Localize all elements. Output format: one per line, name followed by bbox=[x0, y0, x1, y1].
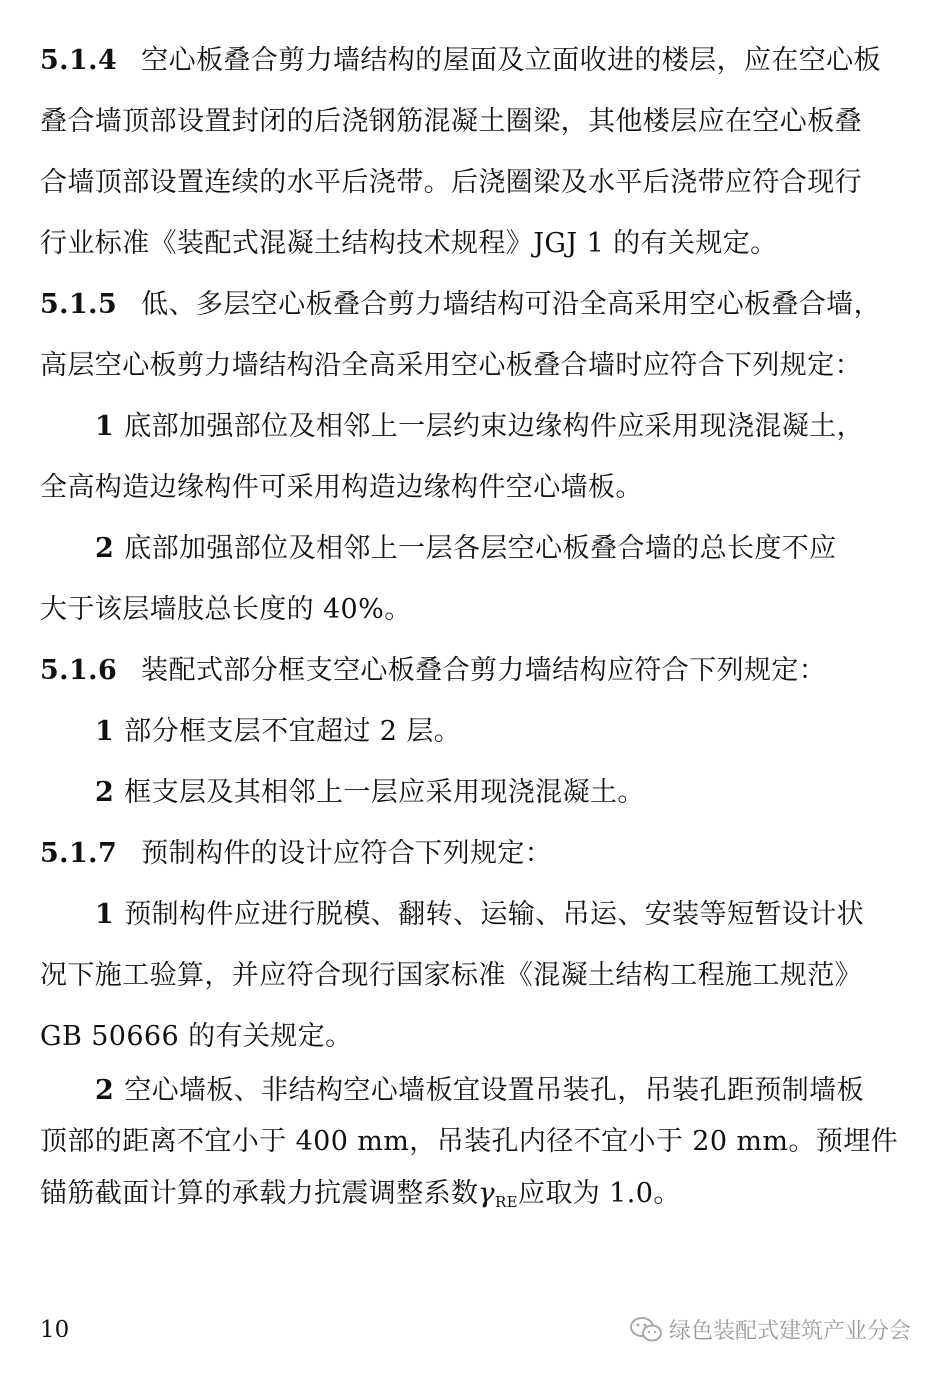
item-5-1-7-1-line-2 bbox=[40, 959, 901, 993]
gamma-re-symbol bbox=[478, 1178, 518, 1209]
item-number: 1 bbox=[95, 411, 115, 442]
paragraph-5-1-4-line-3 bbox=[40, 166, 901, 200]
gamma-symbol: γ bbox=[478, 1178, 495, 1209]
item-number: 2 bbox=[95, 777, 115, 808]
clause-number: 5.1.6 bbox=[40, 655, 118, 686]
paragraph-5-1-4-line-2 bbox=[40, 105, 901, 139]
clause-text: 高层空心板剪力墙结构沿全高采用空心板叠合墙时应符合下列规定： bbox=[40, 350, 862, 381]
item-text: 大于该层墙肢总长度的 40%。 bbox=[40, 594, 412, 625]
item-5-1-7-1-line-3 bbox=[40, 1020, 901, 1054]
item-5-1-6-2 bbox=[95, 776, 901, 810]
gamma-subscript: RE bbox=[494, 1193, 518, 1211]
item-text: 空心墙板、非结构空心墙板宜设置吊装孔，吊装孔距预制墙板 bbox=[124, 1075, 864, 1106]
item-number: 1 bbox=[95, 716, 115, 747]
item-text: 顶部的距离不宜小于 400 mm，吊装孔内径不宜小于 20 mm。预埋件 bbox=[40, 1126, 899, 1157]
item-5-1-7-1-line-1 bbox=[95, 898, 901, 932]
clause-text: 空心板叠合剪力墙结构的屋面及立面收进的楼层，应在空心板 bbox=[141, 45, 881, 76]
paragraph-5-1-5-line-1 bbox=[40, 288, 901, 322]
clause-text: 装配式部分框支空心板叠合剪力墙结构应符合下列规定： bbox=[141, 655, 827, 686]
item-5-1-5-1-line-1 bbox=[95, 410, 901, 444]
item-5-1-6-1 bbox=[95, 715, 901, 749]
item-5-1-7-2-line-1 bbox=[95, 1074, 901, 1108]
paragraph-5-1-7-line-1 bbox=[40, 837, 901, 871]
item-text: 底部加强部位及相邻上一层约束边缘构件应采用现浇混凝土， bbox=[124, 411, 864, 442]
clause-number: 5.1.5 bbox=[40, 289, 118, 320]
item-number: 2 bbox=[95, 533, 115, 564]
item-text: GB 50666 的有关规定。 bbox=[40, 1021, 353, 1052]
paragraph-5-1-5-line-2 bbox=[40, 349, 901, 383]
item-text: 况下施工验算，并应符合现行国家标准《混凝土结构工程施工规范》 bbox=[40, 960, 862, 991]
item-text: 部分框支层不宜超过 2 层。 bbox=[124, 716, 462, 747]
clause-text: 合墙顶部设置连续的水平后浇带。后浇圈梁及水平后浇带应符合现行 bbox=[40, 167, 862, 198]
paragraph-5-1-4-line-4 bbox=[40, 227, 901, 261]
watermark bbox=[629, 1314, 911, 1345]
item-5-1-5-2-line-2 bbox=[40, 593, 901, 627]
item-text: 框支层及其相邻上一层应采用现浇混凝土。 bbox=[124, 777, 645, 808]
item-text-end: 应取为 1.0。 bbox=[518, 1178, 681, 1209]
item-5-1-7-2-line-3 bbox=[40, 1177, 901, 1219]
item-5-1-5-2-line-1 bbox=[95, 532, 901, 566]
item-text: 全高构造边缘构件可采用构造边缘构件空心墙板。 bbox=[40, 472, 643, 503]
paragraph-5-1-4-line-1 bbox=[40, 44, 901, 78]
item-text: 预制构件应进行脱模、翻转、运输、吊运、安装等短暂设计状 bbox=[124, 899, 864, 930]
item-text: 底部加强部位及相邻上一层各层空心板叠合墙的总长度不应 bbox=[124, 533, 837, 564]
item-number: 2 bbox=[95, 1075, 115, 1106]
wechat-icon bbox=[629, 1316, 663, 1344]
watermark-text: 绿色装配式建筑产业分会 bbox=[668, 1319, 911, 1344]
clause-text: 预制构件的设计应符合下列规定： bbox=[141, 838, 553, 869]
clause-text: 叠合墙顶部设置封闭的后浇钢筋混凝土圈梁，其他楼层应在空心板叠 bbox=[40, 106, 862, 137]
clause-number: 5.1.4 bbox=[40, 45, 118, 76]
clause-number: 5.1.7 bbox=[40, 838, 118, 869]
paragraph-5-1-6-line-1 bbox=[40, 654, 901, 688]
item-number: 1 bbox=[95, 899, 115, 930]
clause-text: 低、多层空心板叠合剪力墙结构可沿全高采用空心板叠合墙， bbox=[141, 289, 881, 320]
item-text: 锚筋截面计算的承载力抗震调整系数 bbox=[40, 1178, 479, 1209]
page-number: 10 bbox=[40, 1317, 70, 1343]
clause-text: 行业标准《装配式混凝土结构技术规程》JGJ 1 的有关规定。 bbox=[40, 228, 778, 259]
item-5-1-7-2-line-2 bbox=[40, 1125, 901, 1159]
item-5-1-5-1-line-2 bbox=[40, 471, 901, 505]
